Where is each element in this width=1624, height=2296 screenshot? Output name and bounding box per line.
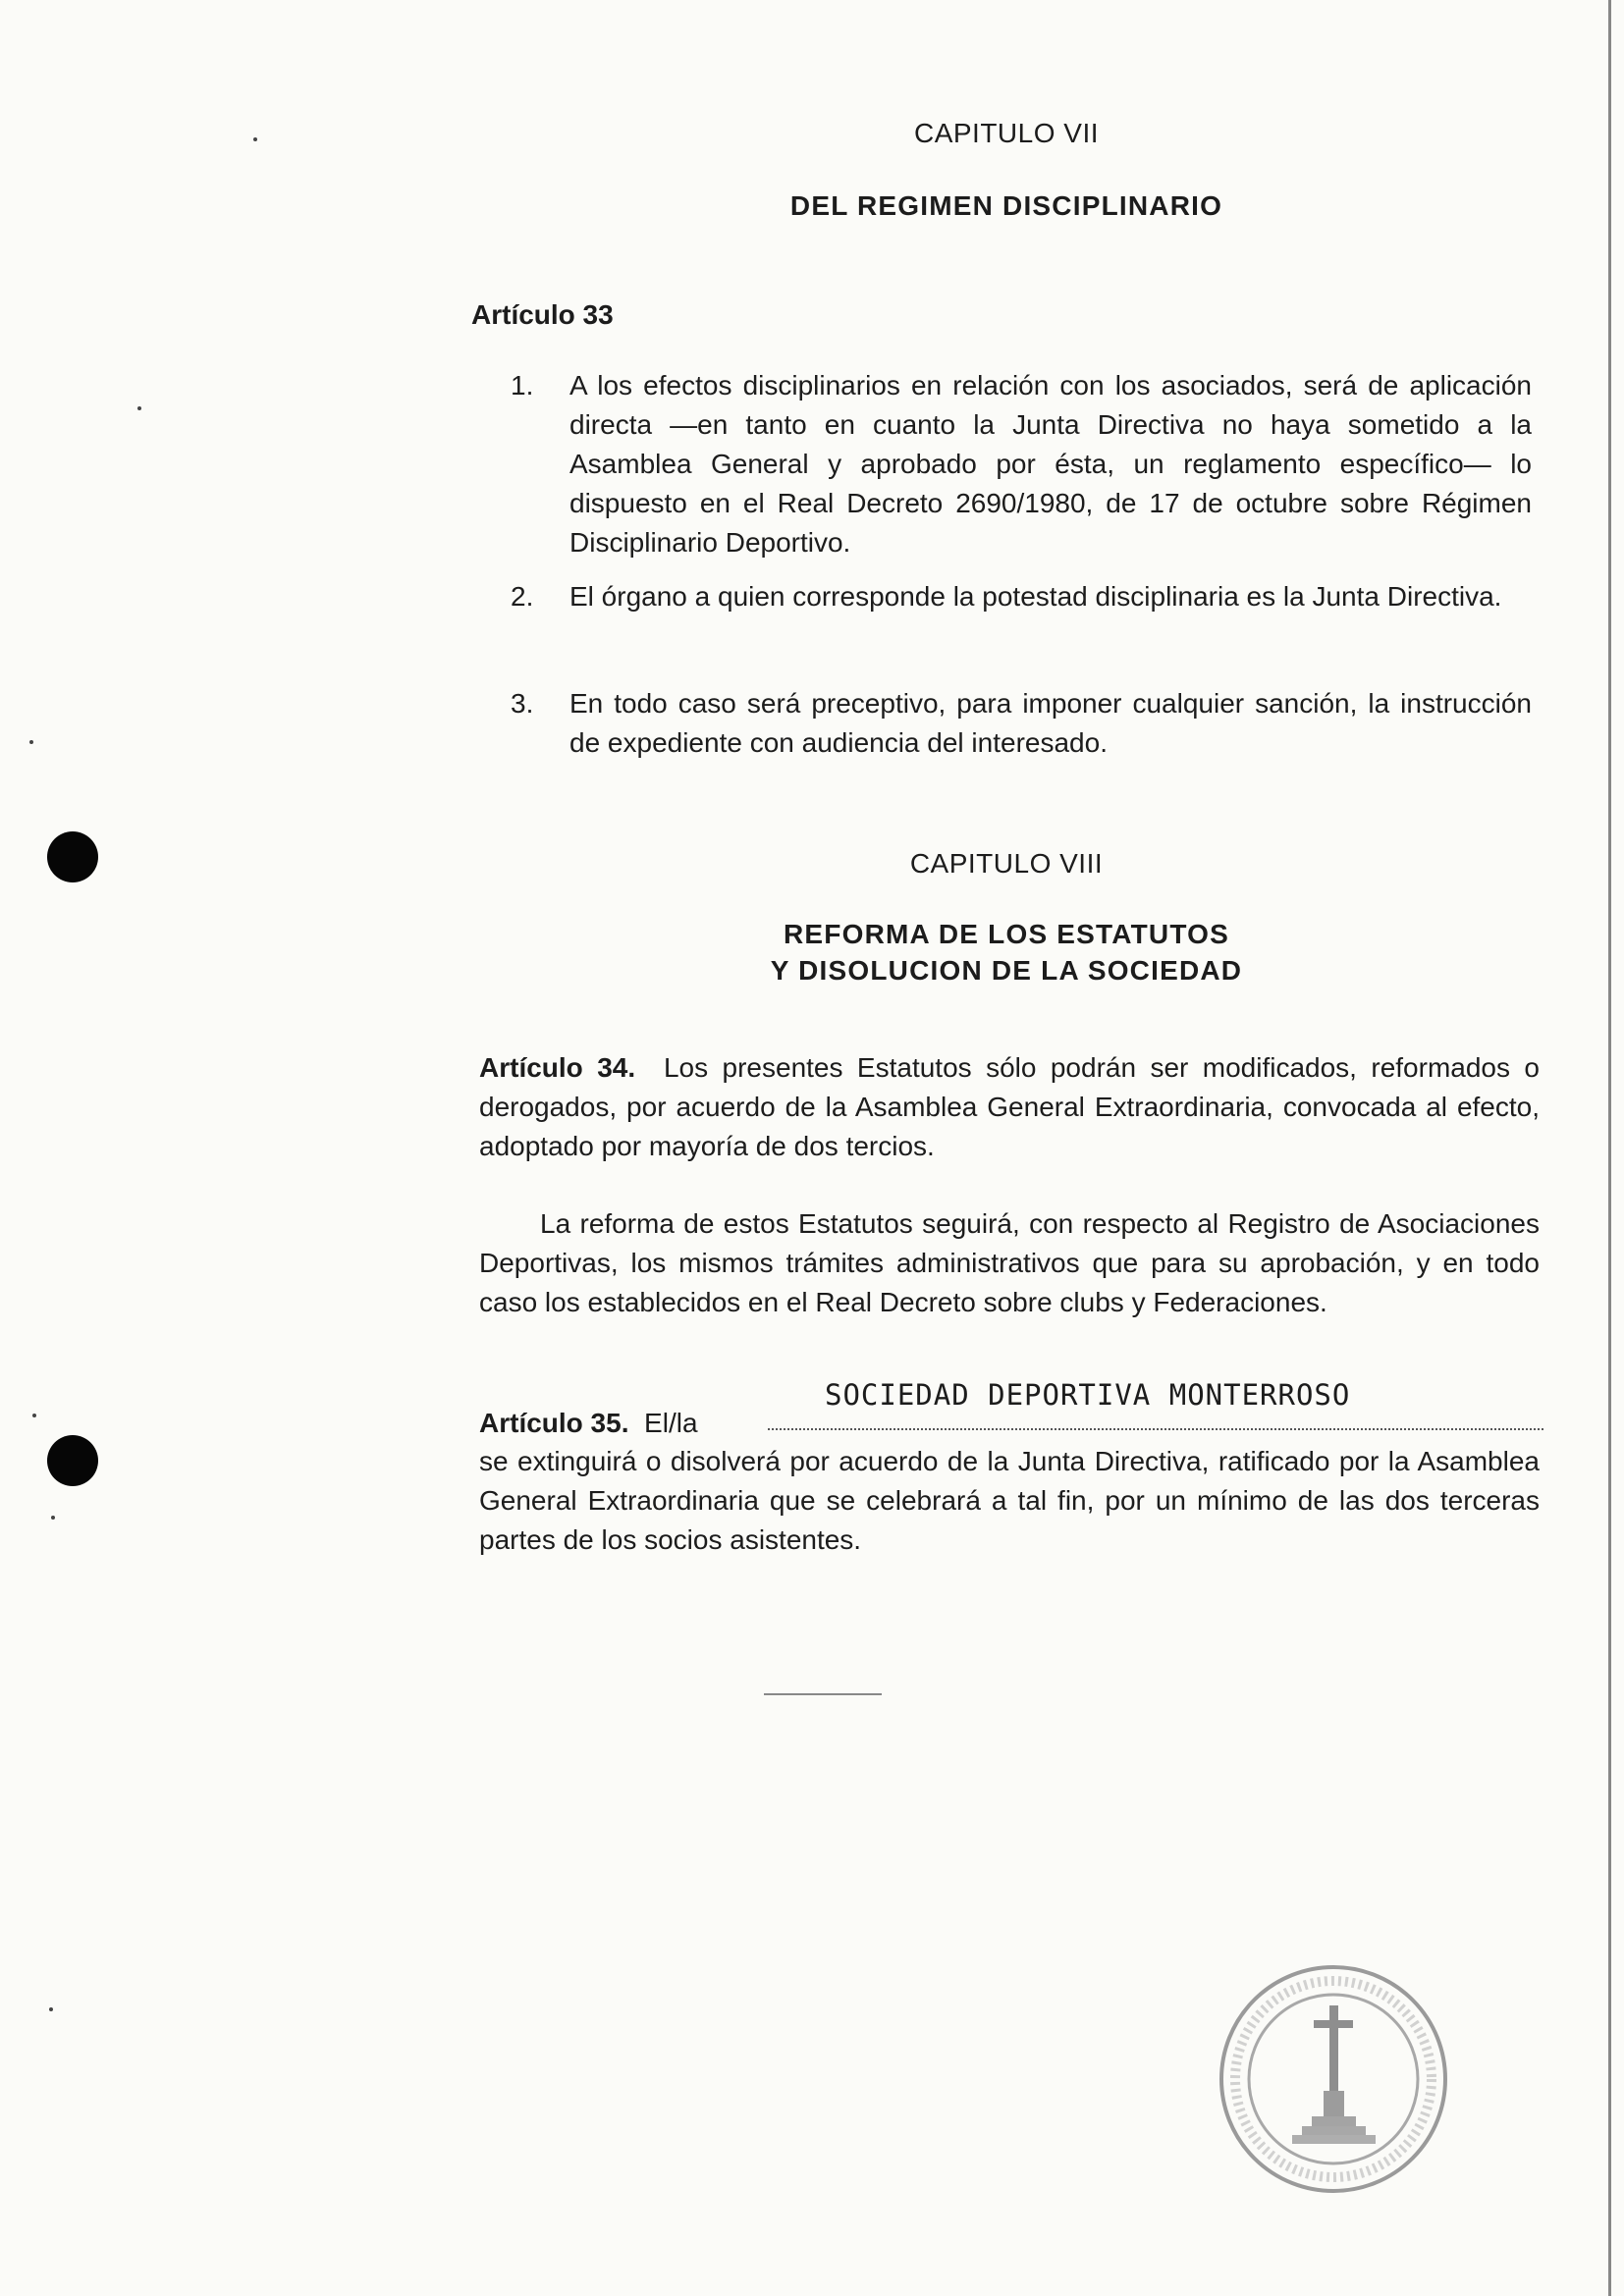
article-35-heading-line [479, 1408, 1540, 1439]
scan-speck [137, 406, 141, 410]
list-item-text: A los efectos disciplinarios en relación con los asociados, será de aplicación directa —en tanto en cuanto la Junta Directiva no haya sometido a la Asamblea General y aprobado por ésta, un reglamento específico— lo dispuesto en el Real Decreto 2690/1980, de 17 de octubre sobre Régimen Disciplinario Deportivo. [569, 370, 1532, 558]
typed-society-name: SOCIEDAD DEPORTIVA MONTERROSO [825, 1378, 1351, 1412]
scan-speck [51, 1516, 55, 1520]
list-item-number: 3. [511, 688, 534, 719]
scan-speck [49, 2007, 53, 2011]
list-item-number: 2. [511, 581, 534, 612]
article-34-paragraph-2: La reforma de estos Estatutos seguirá, con respecto al Registro de Asociaciones Deportivas, los mismos trámites administrativos que para su aprobación, y en todo caso los establecidos en el Real Decreto sobre clubs y Federaciones. [479, 1208, 1540, 1317]
chapter-subtitle: DEL REGIMEN DISCIPLINARIO [789, 190, 1223, 221]
article-label: Artículo 34. [479, 1052, 636, 1083]
scan-speck [253, 137, 257, 141]
scan-speck [32, 1414, 36, 1417]
page-edge [1608, 0, 1611, 2296]
scan-speck [29, 740, 33, 744]
chapter-subtitle-line2: Y DISOLUCION DE LA SOCIEDAD [770, 955, 1243, 986]
article-text: Los presentes Estatutos sólo podrán ser modificados, reformados o derogados, por acuerdo de la Asamblea General Extraordinaria, convocada al efecto, adoptado por mayoría de dos tercios. [479, 1052, 1540, 1161]
article-34-paragraph [479, 1048, 1540, 1166]
article-prefix: El/la [644, 1408, 698, 1438]
punch-hole-bottom [47, 1435, 98, 1486]
article-label: Artículo 35. [479, 1408, 629, 1438]
chapter-subtitle-line1: REFORMA DE LOS ESTATUTOS [784, 919, 1229, 949]
divider [764, 1693, 882, 1695]
official-seal-stamp [1216, 1961, 1451, 2197]
punch-hole-top [47, 831, 98, 882]
list-item-text: El órgano a quien corresponde la potestad disciplinaria es la Junta Directiva. [569, 581, 1502, 612]
article-label: Artículo 33 [471, 299, 614, 330]
chapter-title: CAPITULO VIII [909, 848, 1104, 879]
fill-in-line [768, 1428, 1543, 1430]
chapter-title: CAPITULO VII [913, 118, 1100, 148]
article-35-text: se extinguirá o disolverá por acuerdo de la Junta Directiva, ratificado por la Asamblea General Extraordinaria que se celebrará a tal fin, por un mínimo de las dos terceras partes de los socios asistentes. [479, 1446, 1540, 1555]
list-item-number: 1. [511, 370, 534, 400]
list-item-text: En todo caso será preceptivo, para imponer cualquier sanción, la instrucción de expediente con audiencia del interesado. [569, 688, 1532, 758]
